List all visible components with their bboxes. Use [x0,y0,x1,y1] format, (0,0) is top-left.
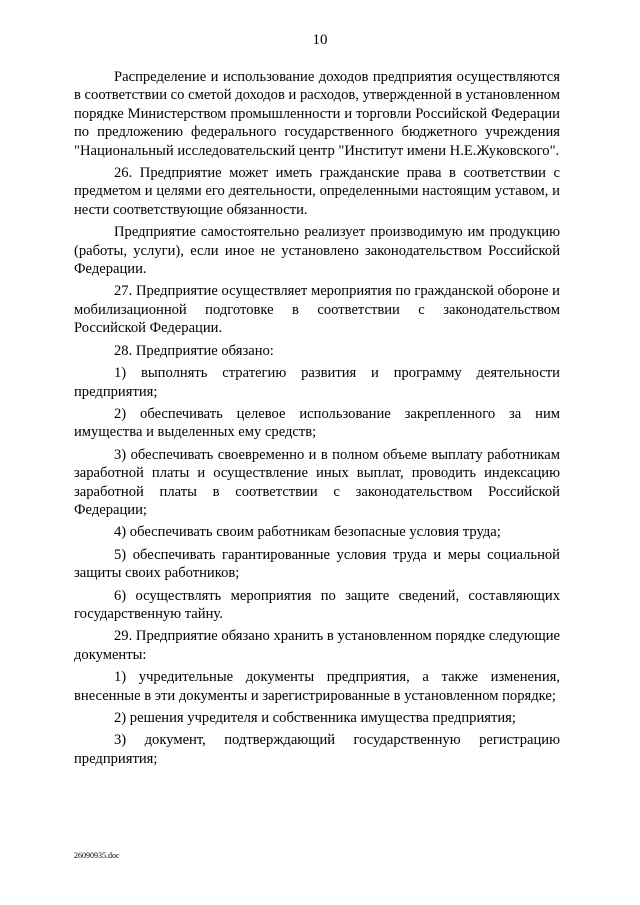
list-item: 2) решения учредителя и собственника имущества предприятия; [114,710,516,726]
file-name-footer: 26090935.doc [74,851,120,860]
paragraph-item-26: 26. Предприятие может иметь гражданские права в соответствии с предметом и целями его деятельности, определенными настоящим уставом, и нести соответствующие обязанности. [74,165,560,218]
paragraph-item-27: 27. Предприятие осуществляет мероприятия по гражданской обороне и мобилизационной подготовке в соответствии с законодательством Российской Федерации. [74,283,560,337]
list-item: 1) выполнять стратегию развития и программу деятельности предприятия; [74,365,560,400]
list-item: 6) осуществлять мероприятия по защите сведений, составляющих государственную тайну. [74,587,560,622]
list-item: 3) документ, подтверждающий государственную регистрацию предприятия; [74,732,560,767]
list-item: 2) обеспечивать целевое использование закрепленного за ним имущества и выделенных ему средств; [74,405,560,441]
document-body [74,68,560,772]
list-item: 5) обеспечивать гарантированные условия труда и меры социальной защиты своих работников; [74,546,560,582]
paragraph: Распределение и использование доходов предприятия осуществляются в соответствии со сметой доходов и расходов, утвержденной в установленном порядке Министерством промышленности и торговли Российской Федерации по предложению федерального государственного бюджетного учреждения "Национальный исследовательский центр "Институт имени Н.Е.Жуковского". [74,69,560,159]
paragraph-item-29: 29. Предприятие обязано хранить в установленном порядке следующие документы: [74,628,560,663]
list-item: 1) учредительные документы предприятия, а также изменения, внесенные в эти документы и зарегистрированные в установленном порядке; [74,669,560,704]
list-item: 3) обеспечивать своевременно и в полном объеме выплату работникам заработной платы и осуществление иных выплат, проводить индексацию заработной платы в соответствии с законодательством Российской Федерации; [74,446,560,518]
page-number: 10 [312,32,328,48]
paragraph: Предприятие самостоятельно реализует производимую им продукцию (работы, услуги), если иное не установлено законодательством Российской Федерации. [74,224,560,278]
list-item: 4) обеспечивать своим работникам безопасные условия труда; [114,524,501,541]
paragraph-item-28: 28. Предприятие обязано: [114,342,274,359]
